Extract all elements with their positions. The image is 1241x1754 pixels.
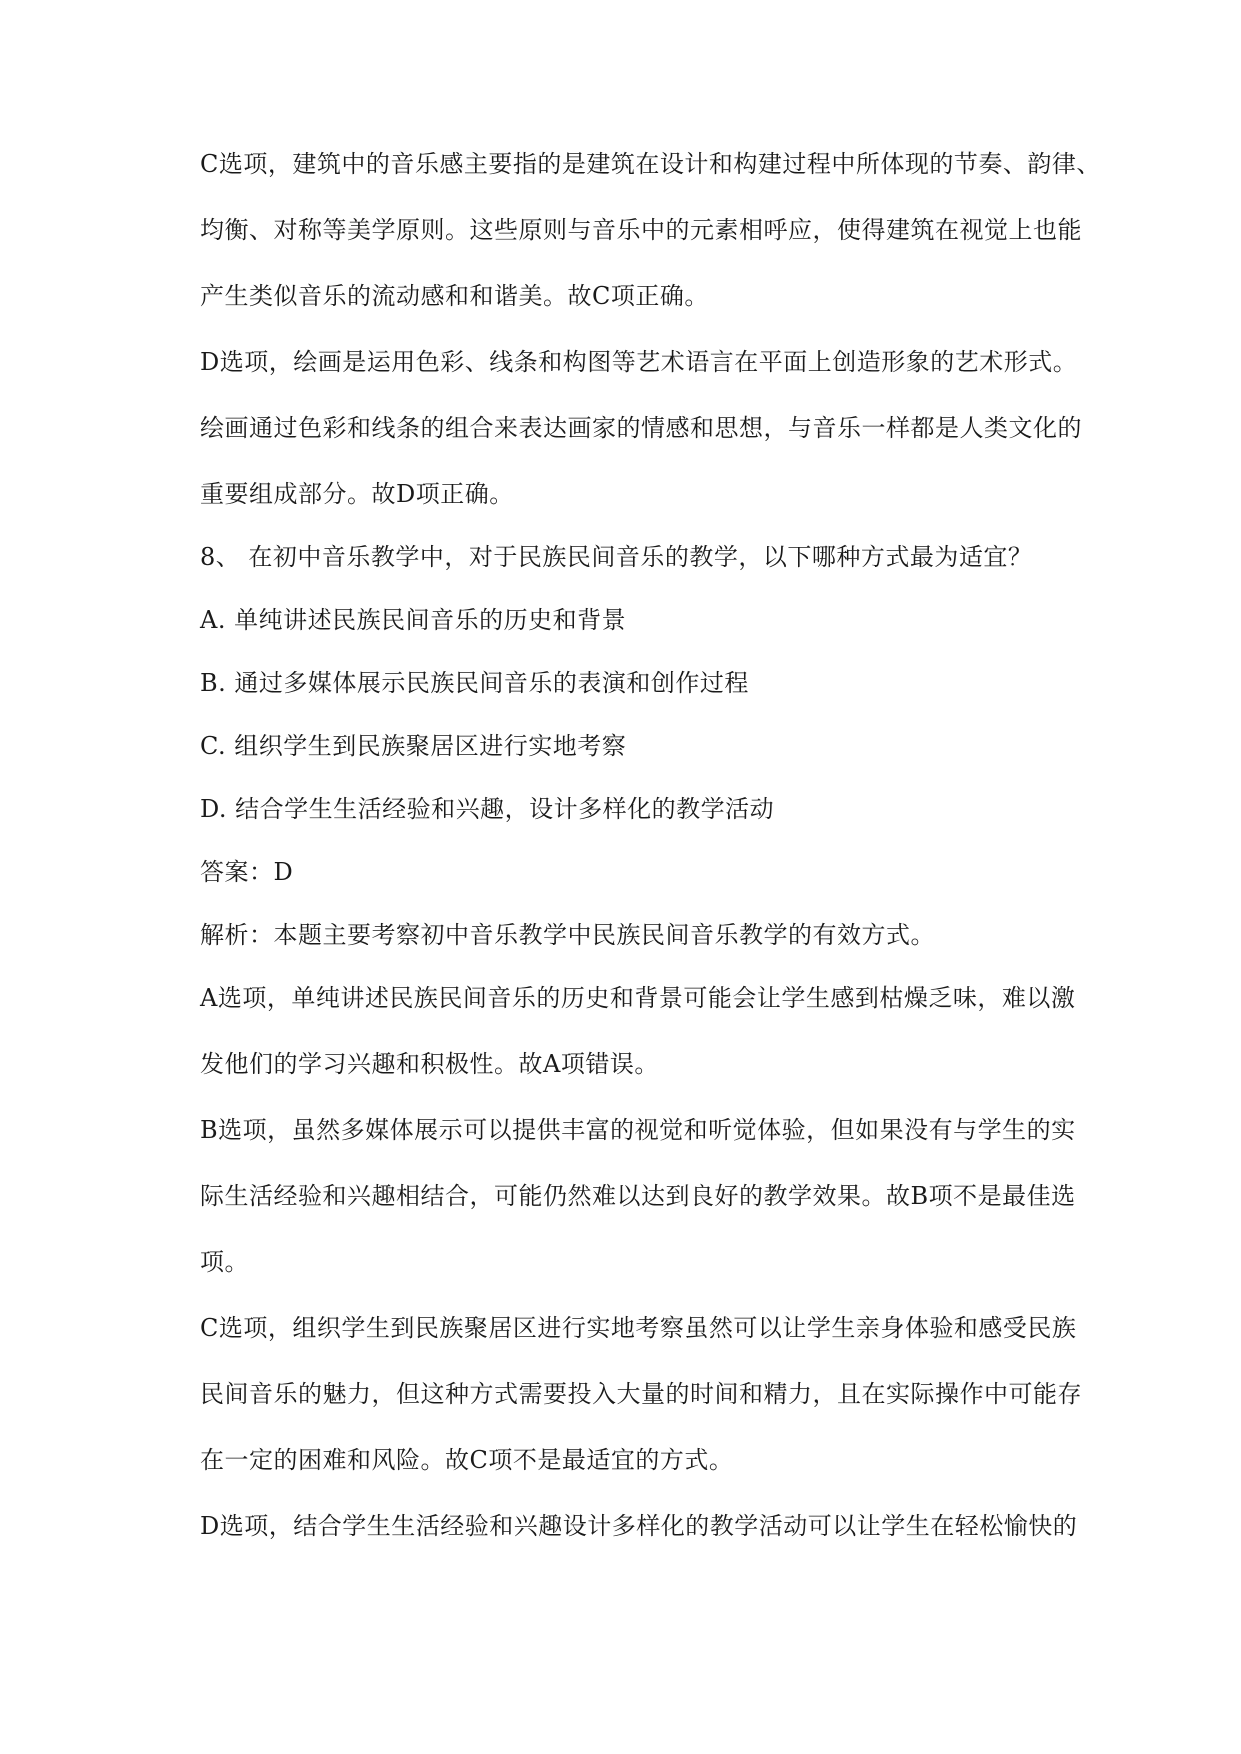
text-line: 产生类似音乐的流动感和和谐美。故C项正确。 [200,282,709,310]
text-line: 绘画通过色彩和线条的组合来表达画家的情感和思想，与音乐一样都是人类文化的 [200,414,1082,442]
text-line: 发他们的学习兴趣和积极性。故A项错误。 [200,1050,659,1078]
answer-line: 答案：D [200,858,294,886]
text-line: 项。 [200,1248,249,1276]
option-d: D. 结合学生生活经验和兴趣，设计多样化的教学活动 [200,795,775,823]
option-b: B. 通过多媒体展示民族民间音乐的表演和创作过程 [200,669,749,697]
text-line: C选项，建筑中的音乐感主要指的是建筑在设计和构建过程中所体现的节奏、韵律、 [200,150,1101,178]
text-line: 均衡、对称等美学原则。这些原则与音乐中的元素相呼应，使得建筑在视觉上也能 [200,216,1082,244]
question-title: 8、 在初中音乐教学中，对于民族民间音乐的教学，以下哪种方式最为适宜？ [200,543,1033,571]
text-line: 在一定的困难和风险。故C项不是最适宜的方式。 [200,1446,734,1474]
text-line: 际生活经验和兴趣相结合，可能仍然难以达到良好的教学效果。故B项不是最佳选 [200,1182,1076,1210]
analysis-line: 解析：本题主要考察初中音乐教学中民族民间音乐教学的有效方式。 [200,921,935,949]
text-line: 民间音乐的魅力，但这种方式需要投入大量的时间和精力，且在实际操作中可能存 [200,1380,1082,1408]
text-line: A选项，单纯讲述民族民间音乐的历史和背景可能会让学生感到枯燥乏味，难以激 [200,984,1076,1012]
text-line: C选项，组织学生到民族聚居区进行实地考察虽然可以让学生亲身体验和感受民族 [200,1314,1077,1342]
option-a: A. 单纯讲述民族民间音乐的历史和背景 [200,606,627,634]
text-line: D选项，绘画是运用色彩、线条和构图等艺术语言在平面上创造形象的艺术形式。 [200,348,1078,376]
text-line: B选项，虽然多媒体展示可以提供丰富的视觉和听觉体验，但如果没有与学生的实 [200,1116,1076,1144]
option-c: C. 组织学生到民族聚居区进行实地考察 [200,732,627,760]
text-line: D选项，结合学生生活经验和兴趣设计多样化的教学活动可以让学生在轻松愉快的 [200,1512,1078,1540]
text-line: 重要组成部分。故D项正确。 [200,480,514,508]
